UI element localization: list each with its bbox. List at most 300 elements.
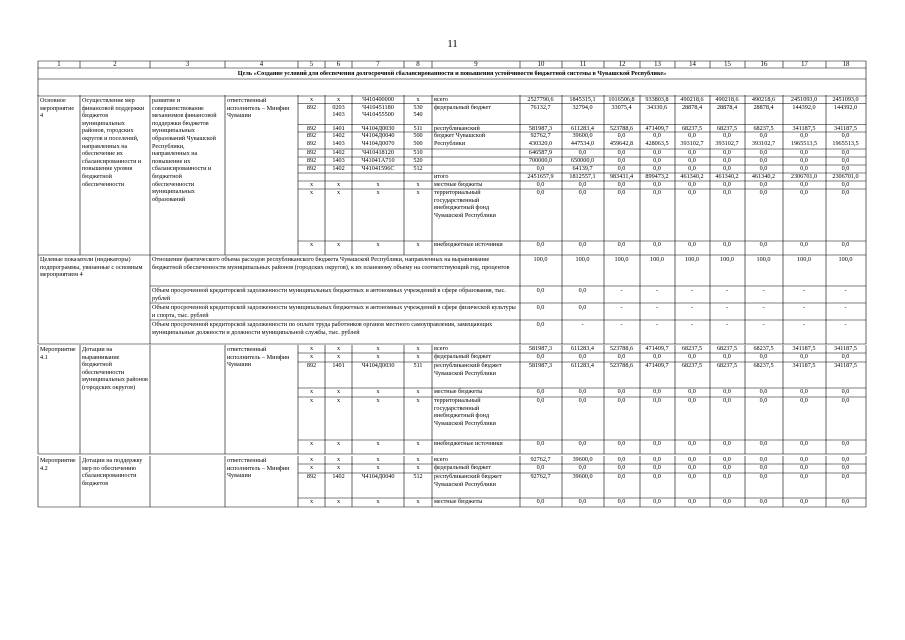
code-section: x [336, 181, 341, 188]
value-cell: 2527790,6 [527, 96, 554, 103]
column-number: 8 [416, 60, 420, 68]
value-cell: 0,0 [653, 397, 661, 404]
value-cell: 490218,6 [715, 96, 739, 103]
value-cell: 0,0 [800, 181, 808, 188]
value-cell: 144392,0 [833, 103, 858, 111]
status-cell: Мероприятие 4.2 [40, 457, 76, 472]
indicator-value: - [762, 304, 765, 311]
value-cell: 0,0 [759, 473, 768, 480]
indicator-value: - [844, 304, 847, 311]
value-cell: 581987,3 [528, 362, 553, 369]
value-cell: 393102,7 [751, 140, 776, 147]
value-cell: 430320,0 [528, 140, 553, 147]
value-cell: 490218,6 [751, 96, 776, 103]
value-cell: 0,0 [841, 464, 850, 471]
value-cell: 0,0 [723, 132, 731, 139]
value-cell: 341187,5 [834, 124, 857, 132]
funding-source: республиканский бюджет Чувашской Республики [434, 362, 502, 377]
value-cell: 68237,5 [681, 345, 703, 352]
value-cell: 64139,7 [572, 165, 593, 172]
value-cell: 0,0 [578, 397, 587, 404]
code-target: x [376, 189, 380, 196]
code-grbs: x [309, 456, 314, 463]
value-cell: 1845315,1 [569, 96, 596, 103]
value-cell: 0,0 [800, 149, 808, 156]
value-cell: 2451657,9 [527, 173, 554, 180]
column-number: 17 [801, 60, 808, 68]
code-target: Ч4104Д0040 [361, 132, 395, 139]
code-grbs: x [309, 498, 314, 505]
value-cell: 0,0 [841, 181, 850, 188]
indicator-value: - [844, 287, 847, 294]
funding-source: Республики [434, 140, 466, 147]
value-cell: 28878,4 [681, 103, 703, 111]
value-cell: 68237,5 [753, 362, 774, 369]
value-cell: 0,0 [841, 165, 850, 172]
funding-source: всего [434, 456, 448, 463]
code-type: x [416, 189, 420, 196]
value-cell: 0,0 [723, 464, 731, 471]
funding-source: местные бюджеты [434, 181, 483, 188]
funding-source: местные бюджеты [434, 498, 483, 505]
column-number: 7 [376, 60, 380, 68]
code-type: 510 [413, 149, 423, 156]
indicator-value: - [690, 304, 694, 311]
column-number: 16 [760, 60, 768, 68]
funding-source: внебюджетные источники [434, 440, 503, 447]
value-cell: 28878,4 [716, 103, 738, 111]
value-cell: 0,0 [759, 181, 768, 188]
value-cell: 461340,2 [715, 173, 739, 180]
code-type: x [416, 241, 420, 248]
value-cell: 0,0 [723, 241, 731, 248]
value-cell: 68237,5 [753, 124, 774, 132]
indicator-value: - [620, 304, 623, 311]
code-type: x [416, 181, 420, 188]
indicator-value: 100,0 [685, 256, 699, 263]
code-type: x [416, 353, 420, 360]
indicator-value: - [620, 321, 623, 328]
goal-title: Цель «Создание условий для обеспечения долгосрочной сбалансированности и повышения устойчивости бюджетной системы в Чувашской Республике» [237, 70, 667, 77]
value-cell: 0,0 [578, 181, 587, 188]
value-cell: 0,0 [841, 473, 850, 480]
value-cell: 341187,5 [792, 345, 816, 352]
code-section: x [336, 397, 341, 404]
code-target: x [376, 345, 380, 352]
value-cell: 0,0 [653, 132, 661, 139]
value-cell: 0,0 [800, 388, 808, 395]
value-cell: 0,0 [800, 353, 808, 360]
code-grbs: 892 [306, 362, 317, 369]
code-grbs: x [309, 189, 314, 196]
value-cell: 0,0 [688, 464, 696, 471]
indicator-text: Объем просроченной кредиторской задолженности муниципальных бюджетных и автономных учреждений в сфере физической культуры и спорта, тыс. рублей [152, 304, 516, 319]
value-cell: 447534,0 [570, 140, 595, 147]
indicator-value: - [762, 287, 765, 294]
value-cell: 0,0 [723, 149, 731, 156]
code-grbs: x [309, 96, 314, 103]
value-cell: 0,0 [617, 397, 626, 404]
value-cell: 0,0 [653, 473, 661, 480]
value-cell: 611283,4 [571, 362, 594, 369]
code-type: x [416, 440, 420, 447]
value-cell: 0,0 [536, 464, 545, 471]
value-cell: 33075,4 [611, 103, 632, 111]
value-cell: 1965513,5 [790, 140, 818, 147]
indicator-value: 0,0 [578, 287, 587, 294]
value-cell: 0,0 [841, 189, 850, 196]
indicator-value: - [802, 304, 806, 311]
code-type: 512 [413, 165, 423, 172]
funding-source: бюджет Чувашской [434, 132, 486, 139]
value-cell: 92762,7 [530, 473, 551, 480]
funding-source: всего [434, 96, 448, 103]
code-grbs: x [309, 464, 314, 471]
value-cell: 2451093,0 [832, 96, 859, 103]
funding-source: внебюджетные источники [434, 241, 503, 248]
code-target: Ч410418120 [362, 149, 394, 156]
code-grbs: 892 [306, 149, 317, 156]
value-cell: 0,0 [841, 397, 850, 404]
code-grbs: x [309, 241, 314, 248]
value-cell: 0,0 [688, 397, 696, 404]
status-cell: Основное мероприятие 4 [40, 97, 75, 120]
name-cell: Дотации на поддержку мер по обеспечению сбалансированности бюджетов [82, 457, 143, 487]
value-cell: 523788,6 [609, 345, 634, 352]
value-cell: 0,0 [841, 353, 850, 360]
value-cell: 0,0 [759, 397, 768, 404]
value-cell: 461340,2 [751, 173, 776, 180]
funding-source: итого [434, 173, 449, 180]
value-cell: 0,0 [578, 464, 587, 471]
value-cell: 1016506,8 [608, 96, 635, 103]
value-cell: 471409,7 [645, 124, 669, 132]
value-cell: 0,0 [759, 241, 768, 248]
value-cell: 459642,8 [609, 140, 634, 147]
value-cell: 0,0 [759, 388, 768, 395]
value-cell: 0,0 [536, 181, 545, 188]
value-cell: 899473,2 [645, 173, 669, 180]
value-cell: 0,0 [723, 157, 731, 164]
value-cell: 0,0 [759, 189, 768, 196]
indicator-value: 0,0 [536, 287, 545, 294]
value-cell: 471409,7 [645, 362, 669, 369]
value-cell: 0,0 [653, 181, 661, 188]
indicator-value: 100,0 [650, 256, 664, 263]
column-number: 9 [474, 60, 478, 68]
value-cell: 0,0 [617, 353, 626, 360]
code-target: x [376, 464, 380, 471]
value-cell: 0,0 [617, 473, 626, 480]
code-section: 1402 [332, 132, 345, 139]
code-section: 1402 [332, 473, 345, 480]
code-grbs: 892 [306, 165, 317, 172]
value-cell: 428063,5 [645, 140, 669, 147]
indicator-value: 100,0 [838, 256, 853, 263]
code-target: x [376, 388, 380, 395]
value-cell: 0,0 [800, 456, 808, 463]
value-cell: 0,0 [688, 241, 696, 248]
indicator-value: 0,0 [578, 304, 587, 311]
code-section: 0203 [332, 103, 345, 111]
executor-cell: ответственный исполнитель – Минфин Чувашии [227, 346, 290, 369]
value-cell: 0,0 [578, 498, 587, 505]
funding-source: федеральный бюджет [434, 464, 491, 471]
value-cell: 0,0 [841, 157, 850, 164]
indicator-value: - [620, 287, 623, 294]
value-cell: 0,0 [653, 165, 661, 172]
value-cell: 68237,5 [716, 345, 738, 352]
value-cell: 0,0 [723, 397, 731, 404]
code-type: 500 [413, 140, 423, 147]
indicator-value: 0,0 [536, 304, 545, 311]
code-target: x [376, 353, 380, 360]
column-number: 4 [259, 60, 264, 68]
column-number: 10 [537, 60, 545, 68]
code-target: Ч410400000 [362, 96, 394, 103]
value-cell: 0,0 [578, 241, 587, 248]
value-cell: 0,0 [653, 456, 661, 463]
value-cell: 490218,6 [680, 96, 704, 103]
value-cell: 1965513,5 [832, 140, 859, 147]
value-cell: 611283,4 [571, 345, 594, 352]
value-cell: 0,0 [653, 464, 661, 471]
value-cell: 581987,3 [528, 124, 553, 132]
value-cell: 68237,5 [716, 362, 738, 369]
code-grbs: 892 [306, 140, 317, 147]
value-cell: 0,0 [759, 165, 768, 172]
value-cell: 0,0 [688, 149, 696, 156]
code-grbs: x [309, 345, 314, 352]
value-cell: 0,0 [800, 464, 808, 471]
code-grbs: 892 [306, 132, 317, 139]
code-target: Ч41041596С [361, 165, 395, 172]
value-cell: 650000,0 [570, 157, 595, 164]
value-cell: 0,0 [653, 189, 661, 196]
code-grbs: x [309, 353, 314, 360]
value-cell: 0,0 [841, 132, 850, 139]
executor-cell: ответственный исполнитель – Минфин Чувашии [227, 457, 290, 480]
column-number: 12 [618, 60, 626, 68]
value-cell: 0,0 [653, 149, 661, 156]
code-target: Ч4104Д0030 [361, 124, 395, 132]
code-section: 1402 [332, 149, 345, 156]
code-target: x [376, 456, 380, 463]
value-cell: 39600,0 [572, 456, 593, 463]
code-target: Ч410451180 [362, 103, 394, 111]
value-cell: 0,0 [617, 464, 626, 471]
code-type: x [416, 456, 420, 463]
code-type: x [416, 345, 420, 352]
value-cell: 0,0 [653, 241, 661, 248]
value-cell: 0,0 [723, 456, 731, 463]
code-target: Ч410455500 [362, 110, 394, 118]
code-section: x [336, 345, 341, 352]
value-cell: 68237,5 [681, 362, 703, 369]
value-cell: 933803,8 [645, 96, 669, 103]
name-cell: Дотации на выравнивание бюджетной обеспеченности муниципальных районов (городских округов) [82, 346, 148, 391]
indicator-value: - [690, 321, 694, 328]
indicator-value: - [802, 321, 806, 328]
value-cell: 0,0 [617, 241, 626, 248]
code-section: x [336, 96, 341, 103]
value-cell: 0,0 [688, 440, 696, 447]
value-cell: 0,0 [617, 157, 626, 164]
code-section: 1403 [332, 157, 345, 164]
value-cell: 0,0 [841, 388, 850, 395]
code-section: 1403 [332, 140, 345, 147]
value-cell: 393102,7 [680, 140, 704, 147]
value-cell: 0,0 [617, 149, 626, 156]
value-cell: 0,0 [759, 498, 768, 505]
value-cell: 32794,0 [572, 103, 593, 111]
value-cell: 0,0 [688, 353, 696, 360]
indicator-text: Объем просроченной кредиторской задолженности по оплате труда работников органов местного самоуправления, замещающих муниципальные должности и должности муниципальной службы, тыс. рублей [152, 321, 493, 336]
value-cell: 0,0 [578, 440, 587, 447]
value-cell: 0,0 [800, 498, 808, 505]
value-cell: 471409,7 [645, 345, 669, 352]
name-cell: Осуществление мер финансовой поддержки бюджетов муниципальных районов, городских округов и поселений, направленных на обеспечение их сбалансированности и повышение уровня бюджетной обеспеченности [82, 97, 145, 188]
value-cell: 983431,4 [609, 173, 634, 180]
funding-source: территориальный государственный внебюджетный фонд Чувашской Республики [434, 189, 496, 219]
indicator-value: - [655, 321, 659, 328]
funding-source: республиканский [434, 124, 480, 132]
code-target: Ч4104Д0040 [361, 473, 395, 480]
code-section: 1403 [332, 110, 345, 118]
value-cell: 0,0 [800, 132, 808, 139]
value-cell: 0,0 [841, 456, 850, 463]
value-cell: 1812557,1 [569, 173, 596, 180]
code-type: x [416, 388, 420, 395]
value-cell: 0,0 [653, 157, 661, 164]
code-type: 511 [413, 362, 423, 369]
indicator-value: - [581, 321, 584, 328]
value-cell: 461340,2 [680, 173, 704, 180]
value-cell: 0,0 [688, 132, 696, 139]
value-cell: 581987,3 [528, 345, 553, 352]
value-cell: 0,0 [536, 440, 545, 447]
indicator-text: Объем просроченной кредиторской задолженности муниципальных бюджетных и автономных учреждений в сфере образования, тыс. рублей [152, 287, 506, 302]
indicator-value: - [802, 287, 806, 294]
code-grbs: x [309, 440, 314, 447]
code-target: x [376, 498, 380, 505]
code-grbs: 892 [306, 157, 317, 164]
value-cell: 0,0 [653, 388, 661, 395]
column-number: 2 [113, 60, 117, 68]
value-cell: 0,0 [759, 157, 768, 164]
value-cell: 0,0 [800, 241, 808, 248]
value-cell: 0,0 [536, 165, 545, 172]
value-cell: 0,0 [688, 165, 696, 172]
funding-source: всего [434, 345, 448, 352]
indicator-value: - [844, 321, 847, 328]
code-section: 1401 [332, 124, 345, 132]
value-cell: 0,0 [841, 149, 850, 156]
code-section: x [336, 353, 341, 360]
value-cell: 0,0 [617, 181, 626, 188]
code-type: 520 [413, 157, 423, 164]
indicator-value: 100,0 [720, 256, 734, 263]
value-cell: 0,0 [536, 189, 545, 196]
code-grbs: x [309, 181, 314, 188]
value-cell: 611283,4 [571, 124, 594, 132]
value-cell: 0,0 [536, 353, 545, 360]
funding-source: федеральный бюджет [434, 103, 491, 111]
indicator-value: - [655, 304, 659, 311]
value-cell: 0,0 [617, 456, 626, 463]
value-cell: 393102,7 [715, 140, 739, 147]
column-number: 14 [689, 60, 696, 68]
value-cell: 0,0 [759, 456, 768, 463]
value-cell: 28878,4 [753, 103, 774, 111]
value-cell: 68237,5 [681, 124, 703, 132]
code-type: x [416, 464, 420, 471]
code-grbs: 892 [306, 473, 317, 480]
value-cell: 0,0 [800, 397, 808, 404]
value-cell: 0,0 [841, 440, 850, 447]
value-cell: 0,0 [688, 473, 696, 480]
value-cell: 0,0 [578, 149, 587, 156]
code-type: x [416, 96, 420, 103]
value-cell: 92762,7 [530, 132, 551, 139]
value-cell: 0,0 [688, 456, 696, 463]
column-number: 5 [309, 60, 314, 68]
value-cell: 0,0 [800, 189, 808, 196]
value-cell: 34330,6 [646, 103, 668, 111]
value-cell: 341187,5 [792, 362, 816, 369]
value-cell: 68237,5 [753, 345, 774, 352]
value-cell: 0,0 [653, 353, 661, 360]
code-target: x [376, 241, 380, 248]
code-type: 500 [413, 132, 423, 139]
value-cell: 341187,5 [834, 345, 857, 352]
column-number: 15 [724, 60, 731, 68]
value-cell: 0,0 [536, 397, 545, 404]
value-cell: 0,0 [759, 440, 768, 447]
value-cell: 39600,0 [572, 473, 593, 480]
indicator-value: - [725, 304, 729, 311]
indicator-value: - [762, 321, 765, 328]
value-cell: 0,0 [759, 149, 768, 156]
funding-source: федеральный бюджет [434, 353, 491, 360]
value-cell: 0,0 [841, 498, 850, 505]
value-cell: 0,0 [723, 181, 731, 188]
value-cell: 0,0 [578, 388, 587, 395]
value-cell: 0,0 [536, 241, 545, 248]
code-grbs: x [309, 388, 314, 395]
indicator-value: 0,0 [536, 321, 545, 328]
code-section: x [336, 440, 341, 447]
value-cell: 0,0 [800, 440, 808, 447]
value-cell: 2451093,0 [790, 96, 818, 103]
code-target: Ч4104Д0070 [361, 140, 395, 147]
value-cell: 0,0 [759, 464, 768, 471]
value-cell: 0,0 [617, 165, 626, 172]
column-number: 18 [842, 60, 850, 68]
indicators-label: Целевые показатели (индикаторы) подпрограммы, увязанные с основным мероприятием 4 [40, 256, 143, 279]
code-type: x [416, 498, 420, 505]
purpose-cell: развитие и совершенствование механизмов финансовой поддержки бюджетов муниципальных образований Чувашской Республики, направленных на повышение их сбалансированности и бюджетной обеспеченности муниципальных образований [152, 97, 217, 203]
value-cell: 0,0 [536, 388, 545, 395]
code-type: 511 [413, 124, 423, 132]
value-cell: 0,0 [723, 189, 731, 196]
value-cell: 2306701,0 [790, 173, 818, 180]
value-cell: 0,0 [800, 157, 808, 164]
value-cell: 0,0 [688, 498, 696, 505]
page-number: 11 [447, 38, 458, 50]
column-number: 6 [336, 60, 341, 68]
value-cell: 0,0 [617, 189, 626, 196]
